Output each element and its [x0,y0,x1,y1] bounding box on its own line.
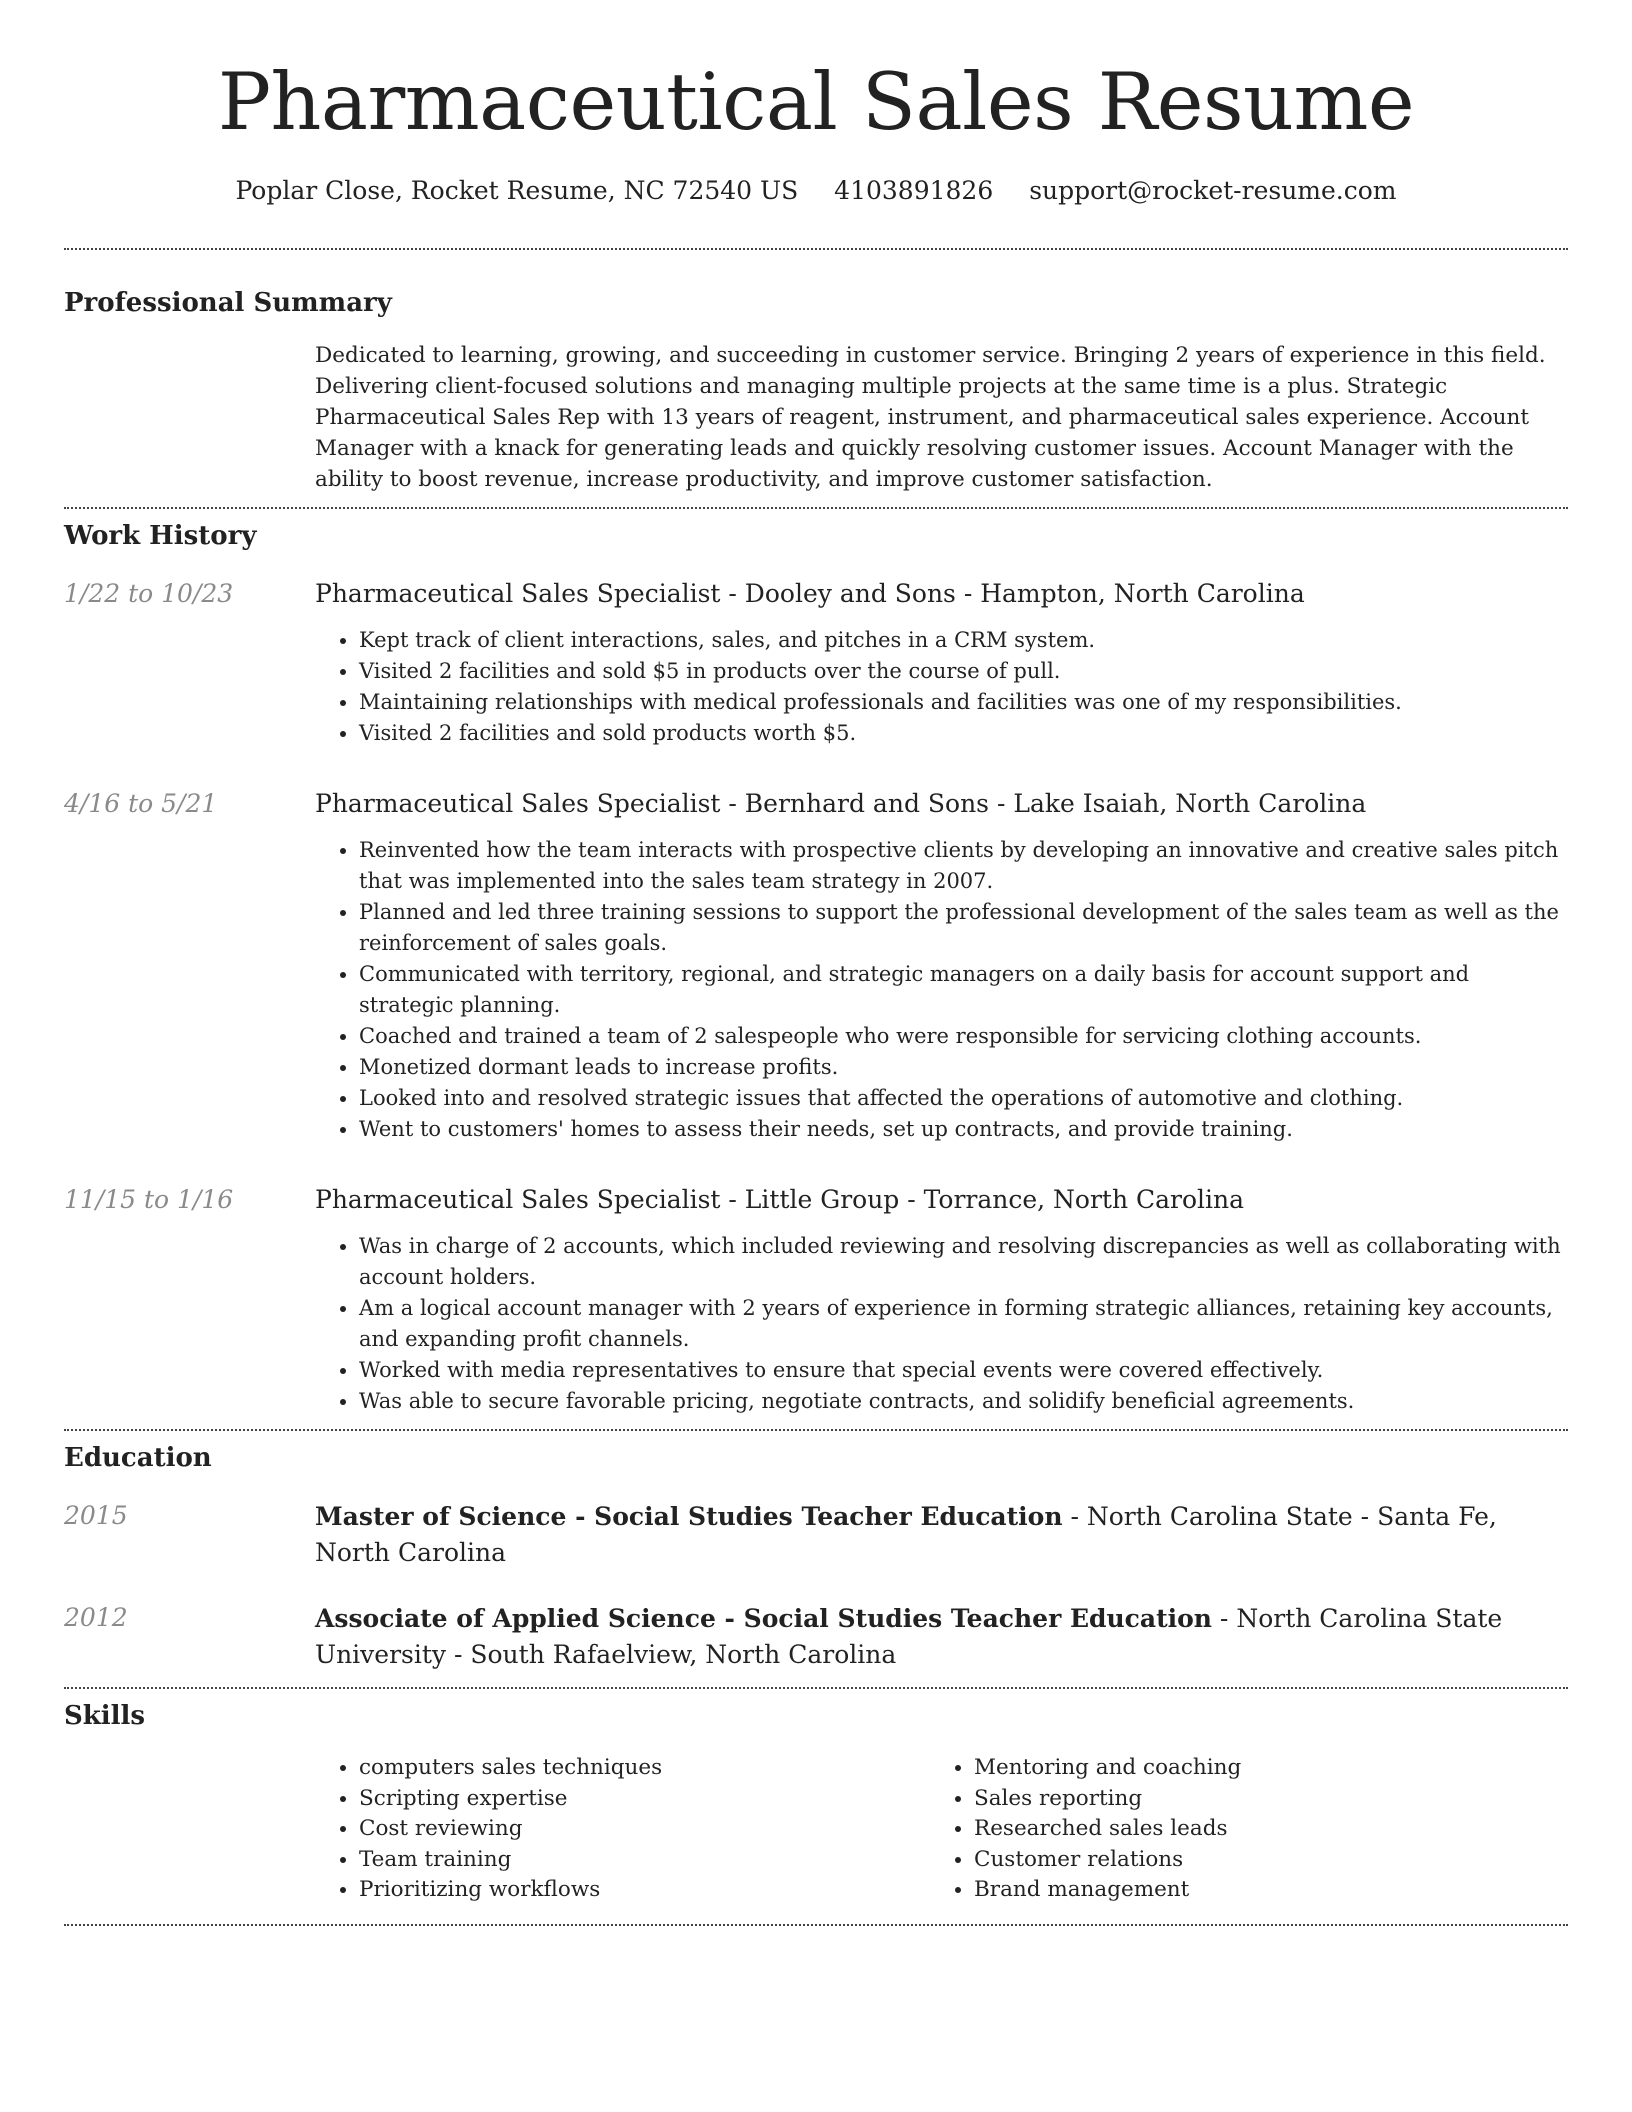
job-role: Pharmaceutical Sales Specialist [315,789,721,818]
education-degree: Associate of Applied Science - Social Studies Teacher Education [315,1604,1212,1633]
work-history-title: Work History [64,521,257,551]
job-bullets [315,625,1568,749]
list-item: • Planned and led three training sessions to support the professional development of the sales team as well as the reinforcement of sales goals. [359,897,1568,959]
list-item: • Looked into and resolved strategic issues that affected the operations of automotive and clothing. [359,1083,1568,1114]
skill-item: • Customer relations [974,1845,1545,1876]
skill-item: • computers sales techniques [359,1753,930,1784]
contact-phone: 4103891826 [834,176,994,205]
skill-item: • Prioritizing workflows [359,1875,930,1906]
education-entry [64,1499,1568,1571]
education-school-location: - North Carolina State - Santa Fe, North Carolina [315,1502,1497,1567]
education-degree: Master of Science - Social Studies Teacher Education [315,1502,1063,1531]
resume-name: Pharmaceutical Sales Resume [217,56,1415,148]
divider [64,1924,1568,1926]
list-item: • Worked with media representatives to ensure that special events were covered effectively. [359,1355,1568,1386]
divider [64,1429,1568,1431]
summary-text: Dedicated to learning, growing, and succeeding in customer service. Bringing 2 years of experience in this field. Delivering client-focused solutions and managing multiple projects at the same time is a plus. Strategic Pharmaceutical Sales Rep with 13 years of reagent, instrument, and pharmaceutical sales experience. Account Manager with a knack for generating leads and quickly resolving customer issues. Account Manager with the ability to boost revenue, increase productivity, and improve customer satisfaction. [315,343,1546,492]
skills-column-2 [930,1753,1545,1906]
skill-item: • Cost reviewing [359,1814,930,1845]
work-history-section [64,519,1568,1417]
list-item: • Coached and trained a team of 2 salespeople who were responsible for servicing clothing accounts. [359,1021,1568,1052]
job-employer-location: - Dooley and Sons - Hampton, North Carolina [720,579,1305,608]
education-entry [64,1601,1568,1673]
job-title [315,1183,1568,1217]
job-employer-location: - Little Group - Torrance, North Carolina [720,1185,1245,1214]
job-entry [64,787,1568,1145]
skill-item: • Researched sales leads [974,1814,1545,1845]
contact-email: support@rocket-resume.com [1029,176,1397,205]
job-entry [64,577,1568,749]
summary-section [64,286,1568,495]
education-year: 2015 [64,1501,128,1530]
list-item: • Reinvented how the team interacts with prospective clients by developing an innovative and creative sales pitch that was implemented into the sales team strategy in 2007. [359,835,1568,897]
job-title [315,577,1568,611]
list-item: • Was able to secure favorable pricing, negotiate contracts, and solidify beneficial agreements. [359,1386,1568,1417]
job-dates: 11/15 to 1/16 [64,1185,234,1214]
list-item: • Was in charge of 2 accounts, which included reviewing and resolving discrepancies as well as collaborating with account holders. [359,1231,1568,1293]
skills-title: Skills [64,1701,146,1731]
contact-address: Poplar Close, Rocket Resume, NC 72540 US [235,176,799,205]
job-role: Pharmaceutical Sales Specialist [315,579,721,608]
skills-column-1 [315,1753,930,1906]
resume-page [64,0,1568,1926]
list-item: • Maintaining relationships with medical professionals and facilities was one of my responsibilities. [359,687,1568,718]
skill-item: • Brand management [974,1875,1545,1906]
education-title: Education [64,1443,212,1473]
list-item: • Am a logical account manager with 2 years of experience in forming strategic alliances, retaining key accounts, and expanding profit channels. [359,1293,1568,1355]
job-entry [64,1183,1568,1417]
skill-item: • Team training [359,1845,930,1876]
divider [64,248,1568,250]
job-employer-location: - Bernhard and Sons - Lake Isaiah, North Carolina [720,789,1367,818]
skills-list [315,1753,1568,1906]
job-dates: 4/16 to 5/21 [64,789,218,818]
skill-item: • Scripting expertise [359,1784,930,1815]
job-title [315,787,1568,821]
job-dates: 1/22 to 10/23 [64,579,234,608]
job-bullets [315,835,1568,1145]
divider [64,507,1568,509]
education-year: 2012 [64,1603,128,1632]
skill-item: • Sales reporting [974,1784,1545,1815]
job-role: Pharmaceutical Sales Specialist [315,1185,721,1214]
list-item: • Visited 2 facilities and sold $5 in products over the course of pull. [359,656,1568,687]
divider [64,1687,1568,1689]
summary-title: Professional Summary [64,288,392,318]
list-item: • Visited 2 facilities and sold products worth $5. [359,718,1568,749]
job-bullets [315,1231,1568,1417]
skill-item: • Mentoring and coaching [974,1753,1545,1784]
list-item: • Kept track of client interactions, sales, and pitches in a CRM system. [359,625,1568,656]
skills-section [64,1699,1568,1906]
education-section [64,1441,1568,1673]
list-item: • Monetized dormant leads to increase profits. [359,1052,1568,1083]
list-item: • Communicated with territory, regional, and strategic managers on a daily basis for account support and strategic planning. [359,959,1568,1021]
contact-line [64,174,1568,208]
education-school-location: - North Carolina State University - South Rafaelview, North Carolina [315,1604,1503,1669]
list-item: • Went to customers' homes to assess their needs, set up contracts, and provide training. [359,1114,1568,1145]
